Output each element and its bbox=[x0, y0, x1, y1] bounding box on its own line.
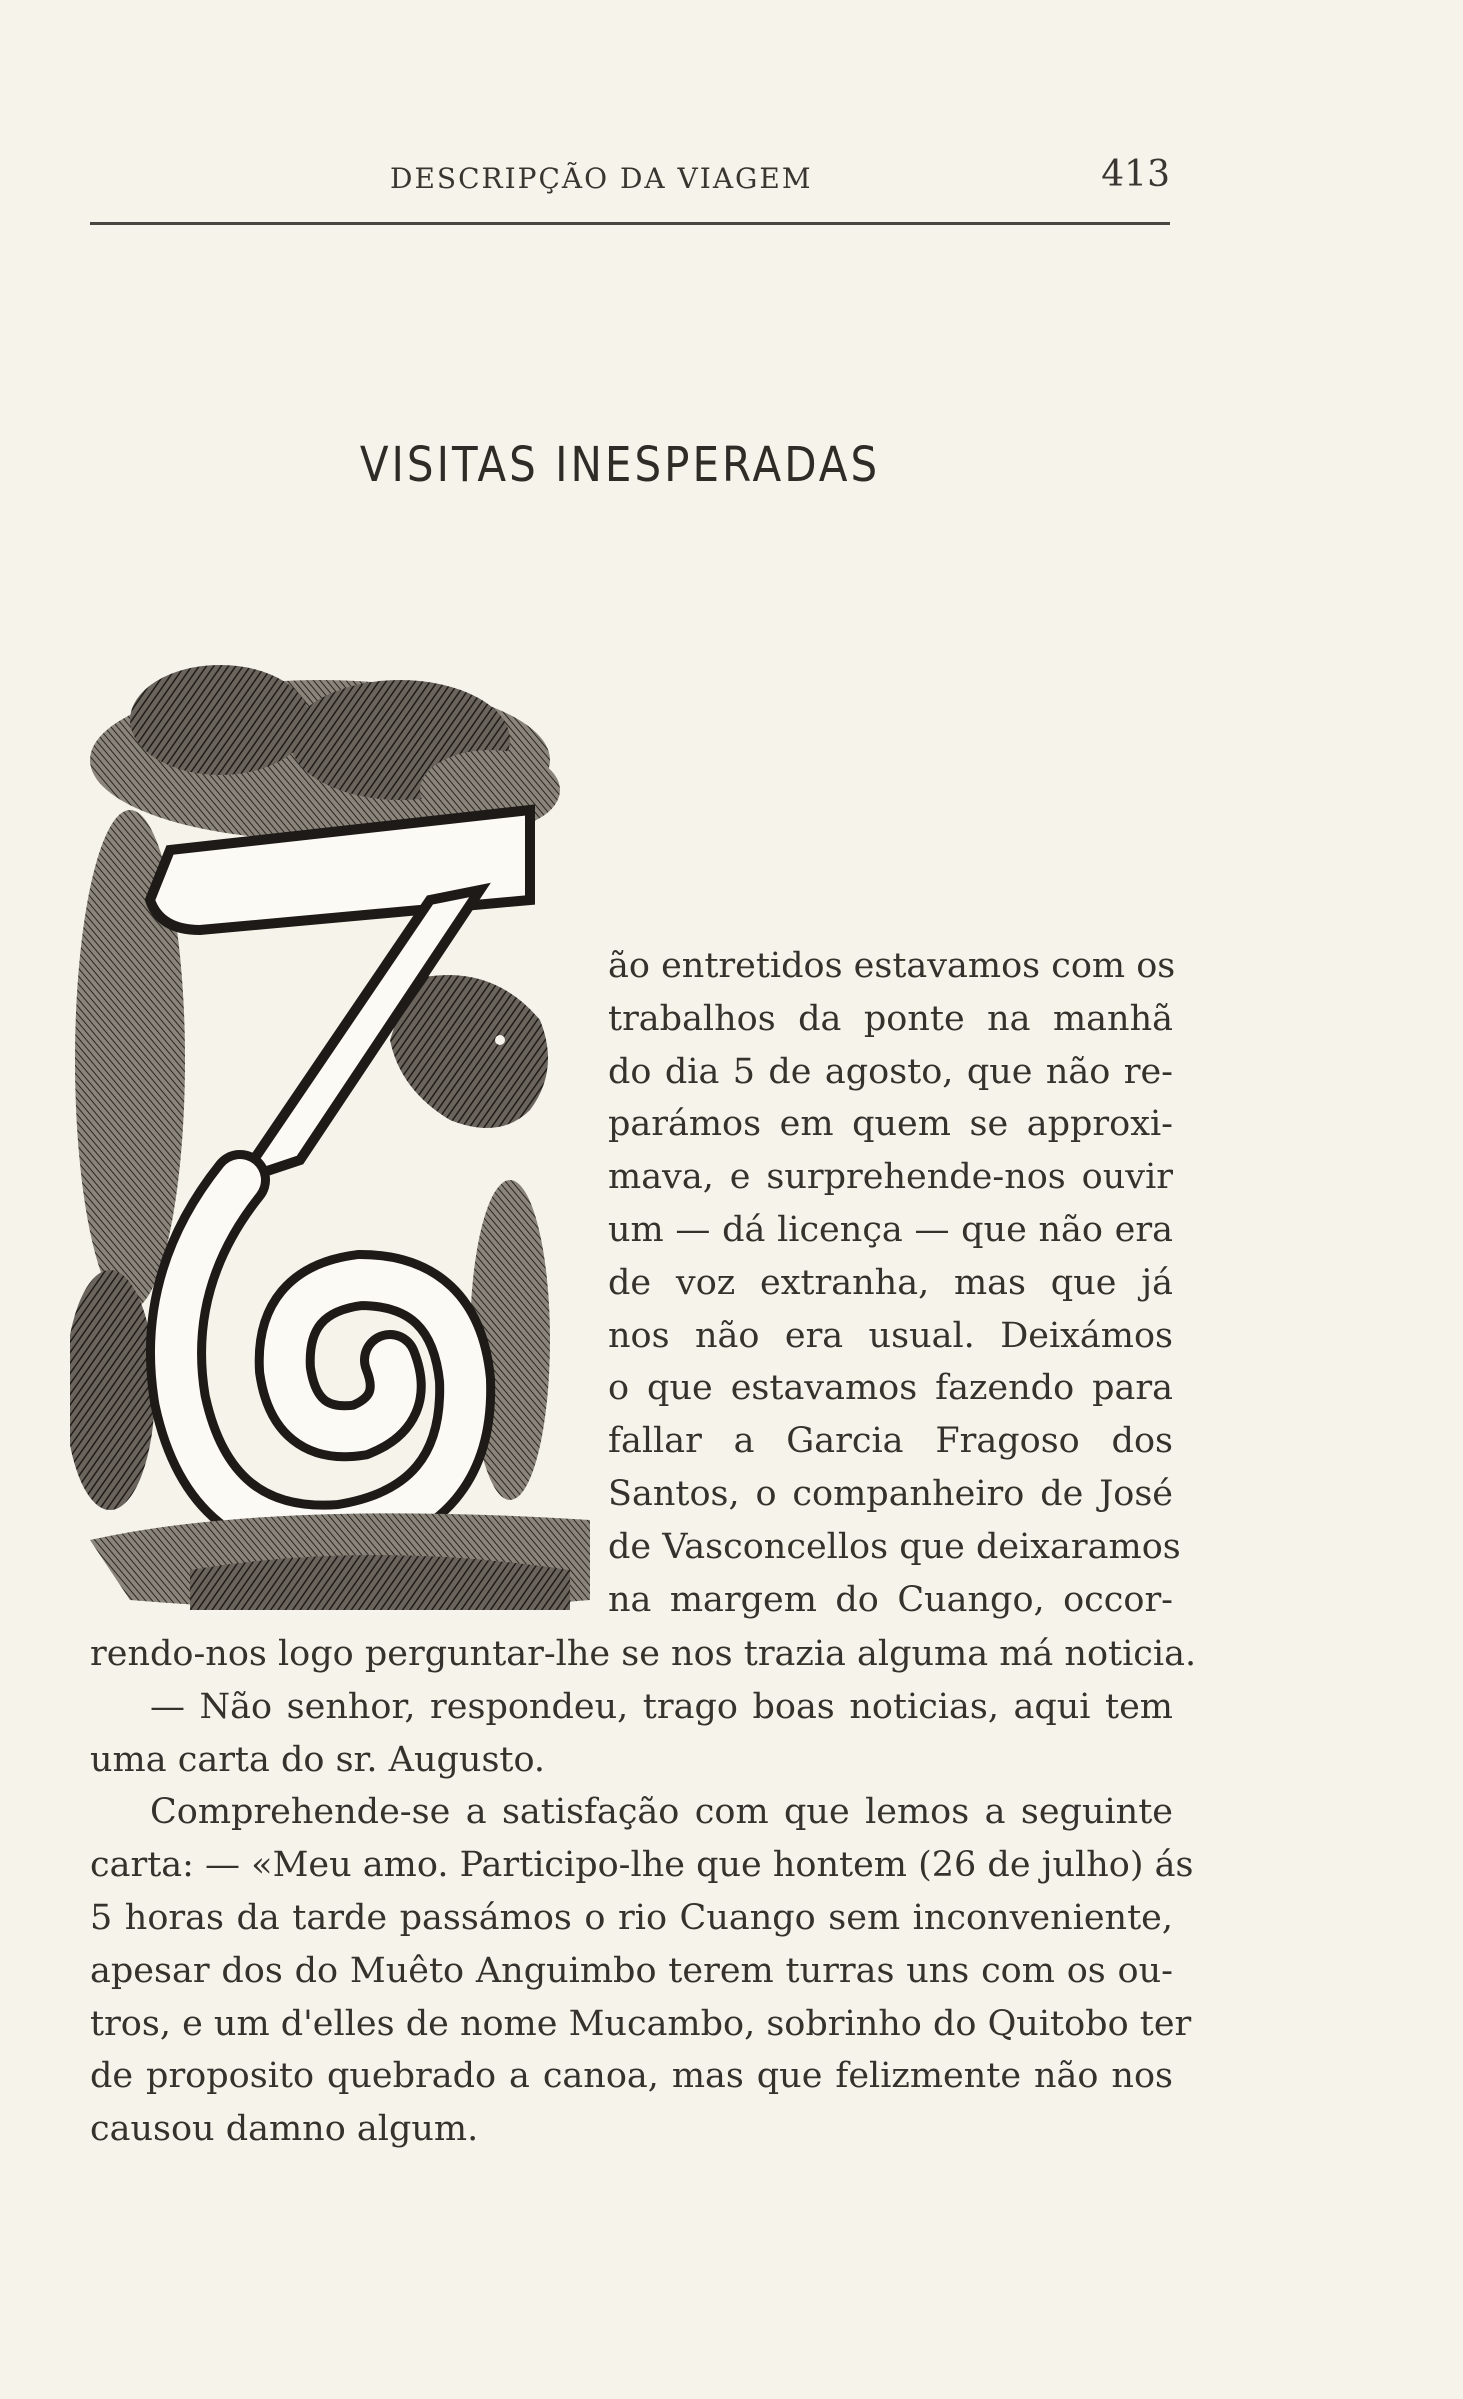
text-line: tros, e um d'elles de nome Mucambo, sobrinho do Quitobo ter bbox=[90, 2003, 1192, 2044]
running-head bbox=[90, 150, 1170, 200]
text-line: apesar dos do Muêto Anguimbo terem turras uns com os ou- bbox=[90, 1950, 1173, 1991]
text-line: de proposito quebrado a canoa, mas que felizmente não nos bbox=[90, 2056, 1173, 2097]
text-line: na margem do Cuango, occor- bbox=[608, 1579, 1173, 1620]
text-line: — Não senhor, respondeu, trago boas noticias, aqui tem bbox=[150, 1686, 1173, 1727]
text-line: fallar a Garcia Fragoso dos bbox=[608, 1421, 1173, 1462]
wrapped-paragraph bbox=[608, 940, 1181, 1626]
text-line: uma carta do sr. Augusto. bbox=[90, 1739, 546, 1780]
chapter-title: VISITAS INESPERADAS bbox=[359, 436, 881, 493]
text-line: 5 horas da tarde passámos o rio Cuango sem inconveniente, bbox=[90, 1897, 1173, 1938]
text-line: trabalhos da ponte na manhã bbox=[608, 998, 1173, 1039]
header-rule bbox=[90, 222, 1170, 225]
text-line: causou damno algum. bbox=[90, 2109, 479, 2150]
text-line: Comprehende-se a satisfação com que lemos a seguinte bbox=[150, 1792, 1173, 1833]
text-line: ão entretidos estavamos com os bbox=[608, 946, 1176, 986]
text-line: um — dá licença — que não era bbox=[608, 1209, 1173, 1250]
text-line: nos não era usual. Deixámos bbox=[608, 1315, 1173, 1356]
text-line: mava, e surprehende-nos ouvir bbox=[608, 1157, 1173, 1198]
text-line: do dia 5 de agosto, que não re- bbox=[608, 1051, 1173, 1092]
full-width-paragraphs bbox=[90, 1628, 1197, 2156]
grass-ground-icon bbox=[90, 1513, 590, 1610]
text-line: parámos em quem se approxi- bbox=[608, 1104, 1173, 1145]
drop-cap-letter-t bbox=[150, 810, 530, 1531]
text-line: Santos, o companheiro de José bbox=[608, 1473, 1173, 1514]
text-line: o que estavamos fazendo para bbox=[608, 1368, 1173, 1409]
page-number: 413 bbox=[1101, 154, 1170, 195]
text-line: de Vasconcellos que deixaramos bbox=[608, 1526, 1181, 1567]
text-line: rendo-nos logo perguntar-lhe se nos trazia alguma má noticia. bbox=[90, 1634, 1197, 1674]
running-title: DESCRIPÇÃO DA VIAGEM bbox=[390, 162, 813, 195]
text-line: carta: — «Meu amo. Participo-lhe que hontem (26 de julho) ás bbox=[90, 1845, 1194, 1886]
text-line: de voz extranha, mas que já bbox=[608, 1262, 1173, 1303]
ornamental-initial-icon bbox=[70, 640, 590, 1620]
